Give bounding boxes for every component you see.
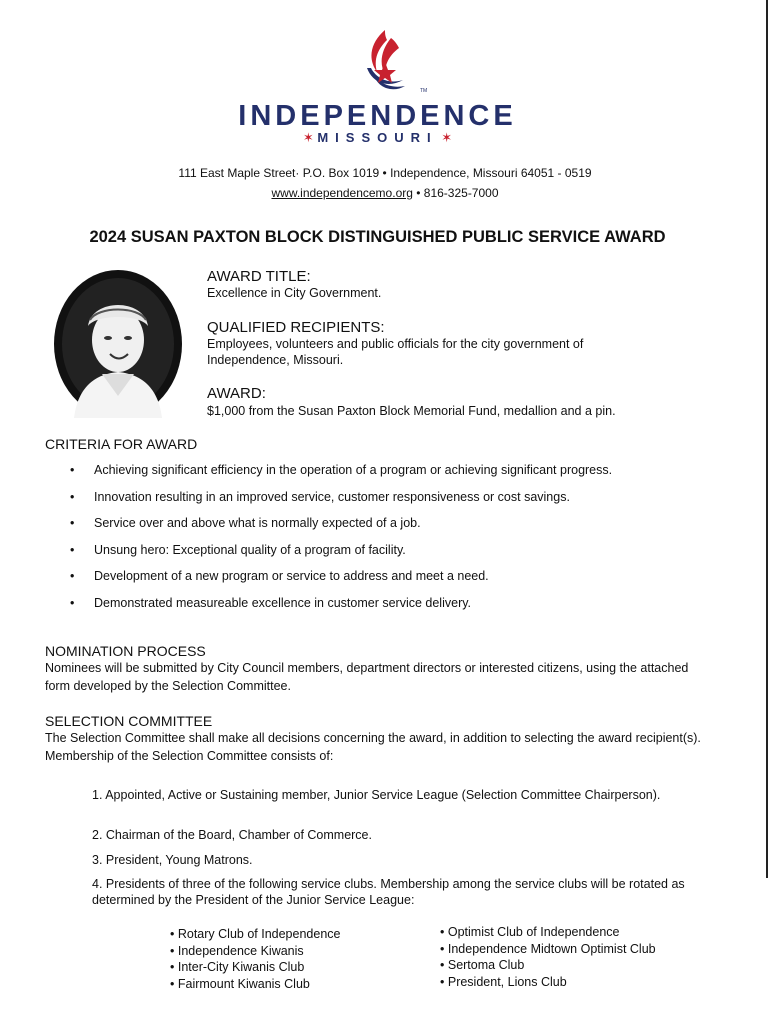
phone-number: • 816-325-7000 bbox=[412, 186, 499, 200]
list-item: • Independence Midtown Optimist Club bbox=[440, 941, 656, 958]
nomination-text: Nominees will be submitted by City Council members, department directors or interested citizens, using the attached form developed by the Selection Committee. bbox=[45, 661, 689, 693]
contact-line bbox=[0, 186, 770, 200]
logo-wordmark: INDEPENDENCE bbox=[238, 100, 517, 132]
criteria-heading: CRITERIA FOR AWARD bbox=[45, 436, 198, 452]
trademark-mark: TM bbox=[420, 88, 428, 94]
member-item-3: 3. President, Young Matrons. bbox=[92, 853, 253, 867]
list-item: • Unsung hero: Exceptional quality of a program of facility. bbox=[70, 542, 406, 557]
nomination-heading: NOMINATION PROCESS bbox=[45, 643, 206, 659]
city-logo bbox=[0, 22, 770, 144]
member-item-4: 4. Presidents of three of the following service clubs. Membership among the service clubs will be rotated as determined by the President of the Junior Service League: bbox=[92, 877, 685, 907]
list-item: • President, Lions Club bbox=[440, 974, 656, 991]
list-item: • Fairmount Kiwanis Club bbox=[170, 976, 340, 993]
torch-flame-icon bbox=[355, 28, 415, 103]
list-item: • Achieving significant efficiency in the operation of a program or achieving significant progress. bbox=[70, 463, 613, 477]
portrait-image bbox=[52, 268, 184, 420]
star-icon: ✶ bbox=[437, 130, 453, 145]
award-title-text: Excellence in City Government. bbox=[207, 286, 382, 300]
list-item: • Rotary Club of Independence bbox=[170, 926, 340, 943]
clubs-list-left bbox=[170, 926, 340, 992]
member-item-1: 1. Appointed, Active or Sustaining member, Junior Service League (Selection Committee Chairperson). bbox=[92, 788, 661, 802]
mailing-address: 111 East Maple Street· P.O. Box 1019 • Independence, Missouri 64051 - 0519 bbox=[178, 166, 592, 180]
list-item: • Demonstrated measureable excellence in customer service delivery. bbox=[70, 595, 472, 610]
qualified-recipients-block bbox=[207, 319, 647, 368]
clubs-list-right bbox=[440, 924, 656, 990]
list-item: • Inter-City Kiwanis Club bbox=[170, 959, 340, 976]
list-item: • Sertoma Club bbox=[440, 957, 656, 974]
qualified-recipients-heading: QUALIFIED RECIPIENTS: bbox=[207, 319, 385, 336]
award-heading: AWARD: bbox=[207, 385, 266, 402]
selection-heading: SELECTION COMMITTEE bbox=[45, 713, 213, 729]
criteria-list bbox=[60, 462, 660, 621]
award-title-block bbox=[207, 268, 747, 301]
member-item-2: 2. Chairman of the Board, Chamber of Commerce. bbox=[92, 828, 372, 842]
list-item: • Innovation resulting in an improved service, customer responsiveness or cost savings. bbox=[70, 489, 570, 504]
award-block bbox=[207, 385, 747, 419]
qualified-recipients-text: Employees, volunteers and public officials for the city government of Independence, Missouri. bbox=[207, 337, 584, 367]
list-item: • Service over and above what is normally expected of a job. bbox=[70, 516, 421, 530]
selection-text: The Selection Committee shall make all decisions concerning the award, in addition to selecting the award recipient(s). Membership of the Selection Committee consists of: bbox=[45, 731, 701, 763]
list-item: • Optimist Club of Independence bbox=[440, 924, 656, 941]
page-title: 2024 SUSAN PAXTON BLOCK DISTINGUISHED PUBLIC SERVICE AWARD bbox=[89, 228, 666, 246]
page-edge-line bbox=[766, 0, 768, 878]
award-title-heading: AWARD TITLE: bbox=[207, 268, 311, 285]
logo-state: ✶ MISSOURI ✶ bbox=[302, 130, 453, 145]
star-icon: ✶ bbox=[302, 130, 318, 145]
list-item: • Independence Kiwanis bbox=[170, 943, 340, 960]
award-text: $1,000 from the Susan Paxton Block Memorial Fund, medallion and a pin. bbox=[207, 404, 616, 418]
website-link[interactable]: www.independencemo.org bbox=[271, 186, 413, 200]
list-item: • Development of a new program or service to address and meet a need. bbox=[70, 569, 489, 583]
